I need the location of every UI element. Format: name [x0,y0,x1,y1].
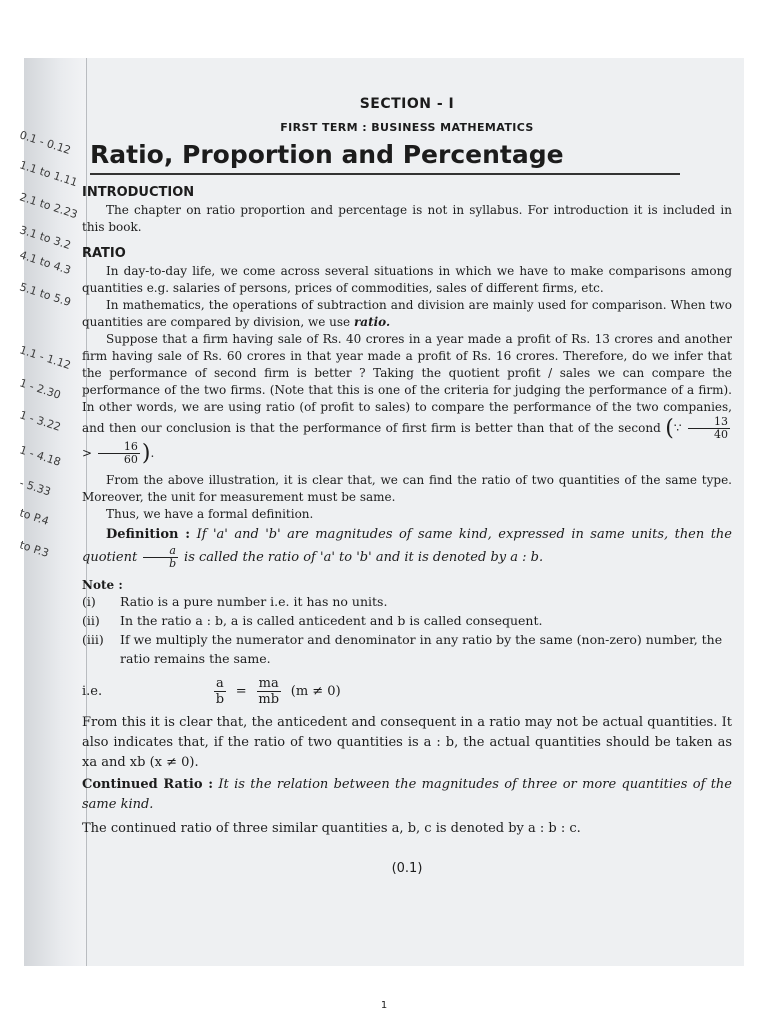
sheet-number: 1 [380,1000,388,1011]
ratio-paragraph-2-text: In mathematics, the operations of subtraction and division are mainly used for comparison. When two quantities are compared by division, we use [82,298,732,329]
margin-note: 3.1 to 3.2 [17,223,73,253]
fraction-numerator: a [216,676,224,691]
margin-note: to P.4 [17,506,51,528]
fraction-13-40 [688,416,730,441]
greater-than-symbol: > [82,446,93,460]
note-item [82,630,732,668]
ratio-paragraph-5: Thus, we have a formal definition. [106,507,314,521]
fraction-denominator: b [169,557,177,570]
page-number: (0.1) [391,861,423,876]
introduction-heading: INTRODUCTION [82,185,195,200]
margin-note: 1 - 3.22 [17,408,63,434]
margin-note: 0.1 - 0.12 [17,128,73,158]
fraction-numerator: ma [258,676,279,691]
definition-text-2: is called the ratio of 'a' to 'b' and it is denoted by a : b. [184,550,544,565]
chapter-title: Ratio, Proportion and Percentage [90,140,680,175]
ie-equation [82,676,732,707]
definition-text-1: If 'a' and 'b' are magnitudes of same kind, expressed in same units, then the quotient [82,527,732,565]
note-item-text: Ratio is a pure number i.e. it has no units. [120,594,388,609]
term-heading: FIRST TERM : BUSINESS MATHEMATICS [280,121,534,134]
margin-note: to P.3 [17,538,51,560]
margin-note: 5.1 to 5.9 [17,280,73,310]
open-paren: ( [665,416,674,441]
after-note-paragraph: From this it is clear that, the anticedent and consequent in a ratio may not be actual quantities. It also indicates that, if the ratio of two quantities is a : b, the actual quantities should be taken as xa and xb (x ≠ 0). [82,715,732,770]
definition [82,525,732,570]
ratio-paragraph-3: Suppose that a firm having sale of Rs. 40 crores in a year made a profit of Rs. 13 crores and another firm having sale of Rs. 60 crores in that year made a profit of Rs. 16 crores. Therefore, do we infer that the performance of second firm is better ? Taking the quotient profit / sales we can compare the performance of the two firms. (Note that this is one of the criteria for judging the performance of a firm). In other words, we are using ratio (of profit to sales) to compare the performance of the two companies, and then our conclusion is that the performance of first firm is better than that of the second (∵ $\frac{13}{40}$ > $\frac{16}{60}$ ). [82,332,732,466]
fraction-numerator: 13 [688,416,730,429]
fraction-denominator: 40 [714,428,728,441]
continued-ratio-text: It is the relation between the magnitudes of three or more quantities of the same kind. [82,777,732,812]
continued-ratio [82,775,732,815]
fraction-numerator: a [143,545,178,558]
close-paren: ) [141,441,151,466]
note-item-label: (ii) [82,613,100,628]
fraction-denominator: mb [258,692,280,707]
fraction-denominator: 60 [123,453,138,466]
note-item-text: In the ratio a : b, a is called anticedent and b is called consequent. [120,613,543,628]
margin-note: 1.1 to 1.11 [17,158,80,190]
ie-condition: (m ≠ 0) [290,684,341,699]
margin-note: 1 - 4.18 [17,443,63,469]
note-item [82,611,732,630]
margin-note: - 5.33 [17,476,53,499]
ratio-paragraph-4: From the above illustration, it is clear that, we can find the ratio of two quantities of the same type. Moreover, the unit for measurement must be same. [82,473,732,504]
ratio-paragraph-3-text: Suppose that a firm having sale of Rs. 40 crores in a year made a profit of Rs. 13 crores and another firm having sale of Rs. 60 crores in that year made a profit of Rs. 16 crores. Therefore, do we infer that the performance of second firm is better ? Taking the quotient profit / sales we can compare the performance of the two firms. (Note that this is one of the criteria for judging the performance of a firm). In other words, we are using ratio (of profit to sales) to compare the performance of the two companies, and then our conclusion is that the performance of first firm is better than that of the second [82,332,732,435]
ie-label: i.e. [82,684,103,699]
margin-note: 1 - 2.30 [17,376,63,402]
note-heading: Note : [82,578,123,592]
ratio-paragraph-1: In day-to-day life, we come across several situations in which we have to make comparisons among quantities e.g. salaries of persons, prices of commodities, sales of different firms, etc. [82,264,732,295]
ratio-term: ratio. [353,315,391,329]
margin-note: 4.1 to 4.3 [17,248,73,278]
scanned-page [17,58,744,966]
because-symbol: ∵ [673,421,682,435]
fraction-ma-mb [257,676,281,707]
definition-label: Definition : [106,527,191,542]
section-heading: SECTION - I [359,96,455,112]
note-item-text: If we multiply the numerator and denominator in any ratio by the same (non-zero) number, the ratio remains the same. [120,632,723,666]
margin-note: 2.1 to 2.23 [17,190,80,222]
page-content [82,96,732,876]
continued-ratio-label: Continued Ratio : [82,777,214,792]
fraction-16-60 [98,441,140,466]
introduction-text: The chapter on ratio proportion and percentage is not in syllabus. For introduction it is included in this book. [82,203,732,234]
book-spine-margin [17,58,87,966]
margin-note: 1.1 - 1.12 [17,343,73,373]
ratio-heading: RATIO [82,246,126,261]
continued-ratio-paragraph: The continued ratio of three similar quantities a, b, c is denoted by a : b : c. [82,821,581,836]
ratio-paragraph-2 [82,297,732,331]
note-item-label: (iii) [82,632,104,647]
fraction-numerator: 16 [98,441,140,454]
fraction-a-b [143,545,178,570]
note-item-label: (i) [82,594,96,609]
note-item [82,592,732,611]
fraction-denominator: b [215,692,225,707]
equals-symbol: = [235,684,247,699]
fraction-a-b [214,676,226,707]
